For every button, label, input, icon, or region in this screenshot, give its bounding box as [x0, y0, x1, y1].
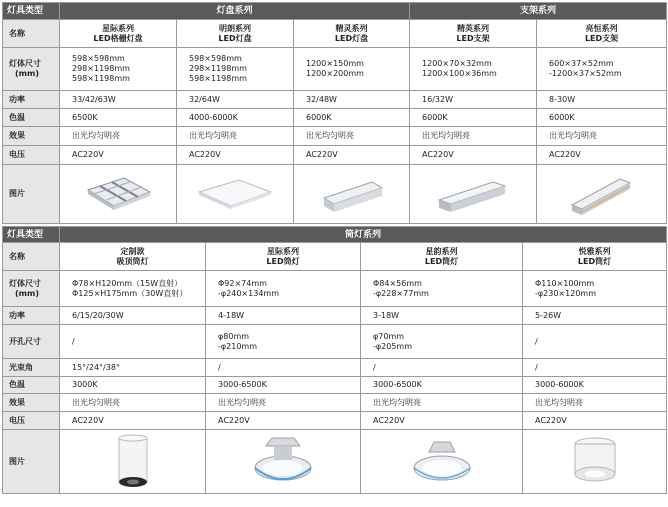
- downlight-spec-table: [2, 226, 667, 494]
- cutout-value: /: [60, 325, 206, 359]
- voltage-row: [3, 146, 667, 165]
- effect-value: 出光均匀明亮: [206, 394, 361, 412]
- beam-label: 光束角: [3, 359, 60, 377]
- product-name: 星韵系列 LED筒灯: [361, 243, 523, 271]
- voltage-value: AC220V: [294, 146, 410, 165]
- cct-label: 色温: [3, 109, 60, 127]
- ceiling-downlight-image: [523, 430, 667, 494]
- type-header: 灯具类型: [3, 3, 60, 20]
- voltage-value: AC220V: [361, 412, 523, 430]
- power-value: 6/15/20/30W: [60, 307, 206, 325]
- voltage-label: 电压: [3, 412, 60, 430]
- cct-value: 3000-6000K: [523, 377, 667, 394]
- effect-label: 效果: [3, 127, 60, 146]
- cct-value: 4000-6000K: [177, 109, 294, 127]
- cct-value: 6000K: [410, 109, 537, 127]
- name-label: 名称: [3, 243, 60, 271]
- size-value: Φ84×56mm -φ228×77mm: [361, 271, 523, 307]
- product-name: 精英系列 LED支架: [410, 20, 537, 48]
- effect-value: 出光均匀明亮: [410, 127, 537, 146]
- size-value: Φ110×100mm -φ230×120mm: [523, 271, 667, 307]
- bracket-light-image: [537, 165, 667, 224]
- voltage-value: AC220V: [60, 146, 177, 165]
- picture-row: [3, 430, 667, 494]
- cutout-row: [3, 325, 667, 359]
- batten-light-image: [410, 165, 537, 224]
- power-value: 32/64W: [177, 91, 294, 109]
- name-row: [3, 243, 667, 271]
- grille-panel-light-image: [60, 165, 177, 224]
- power-label: 功率: [3, 307, 60, 325]
- effect-value: 出光均匀明亮: [294, 127, 410, 146]
- effect-value: 出光均匀明亮: [523, 394, 667, 412]
- cutout-label: 开孔尺寸: [3, 325, 60, 359]
- product-name: 明朗系列 LED灯盘: [177, 20, 294, 48]
- beam-value: /: [361, 359, 523, 377]
- power-value: 4-18W: [206, 307, 361, 325]
- product-name: 星际系列 LED筒灯: [206, 243, 361, 271]
- effect-value: 出光均匀明亮: [537, 127, 667, 146]
- surface-downlight-image: [60, 430, 206, 494]
- product-name: 星际系列 LED格栅灯盘: [60, 20, 177, 48]
- product-name: 亮恒系列 LED支架: [537, 20, 667, 48]
- cct-row: [3, 377, 667, 394]
- name-row: [3, 20, 667, 48]
- beam-value: /: [206, 359, 361, 377]
- cct-value: 6000K: [294, 109, 410, 127]
- slim-downlight-image: [361, 430, 523, 494]
- power-value: 8-30W: [537, 91, 667, 109]
- power-value: 32/48W: [294, 91, 410, 109]
- voltage-row: [3, 412, 667, 430]
- panel-bracket-spec-table: [2, 2, 667, 224]
- downlight-series-header: 筒灯系列: [60, 227, 667, 243]
- effect-label: 效果: [3, 394, 60, 412]
- size-value: 600×37×52mm -1200×37×52mm: [537, 48, 667, 91]
- type-header: 灯具类型: [3, 227, 60, 243]
- recessed-downlight-image: [206, 430, 361, 494]
- size-value: 1200×70×32mm 1200×100×36mm: [410, 48, 537, 91]
- cutout-value: φ70mm -φ205mm: [361, 325, 523, 359]
- effect-row: [3, 394, 667, 412]
- size-row: [3, 48, 667, 91]
- size-value: Φ78×H120mm（15W直射） Φ125×H175mm（30W直射）: [60, 271, 206, 307]
- bottom-header-row: [3, 227, 667, 243]
- name-label: 名称: [3, 20, 60, 48]
- beam-row: [3, 359, 667, 377]
- effect-row: [3, 127, 667, 146]
- size-label: 灯体尺寸 (mm): [3, 48, 60, 91]
- size-row: [3, 271, 667, 307]
- product-name: 精灵系列 LED灯盘: [294, 20, 410, 48]
- cct-value: 6500K: [60, 109, 177, 127]
- strip-panel-light-image: [294, 165, 410, 224]
- voltage-value: AC220V: [60, 412, 206, 430]
- flat-panel-light-image: [177, 165, 294, 224]
- power-value: 33/42/63W: [60, 91, 177, 109]
- cutout-value: φ80mm -φ210mm: [206, 325, 361, 359]
- cct-label: 色温: [3, 377, 60, 394]
- effect-value: 出光均匀明亮: [60, 394, 206, 412]
- power-row: [3, 307, 667, 325]
- top-header-row: [3, 3, 667, 20]
- picture-row: [3, 165, 667, 224]
- voltage-value: AC220V: [410, 146, 537, 165]
- power-row: [3, 91, 667, 109]
- voltage-value: AC220V: [523, 412, 667, 430]
- power-value: 3-18W: [361, 307, 523, 325]
- cct-value: 3000K: [60, 377, 206, 394]
- effect-value: 出光均匀明亮: [361, 394, 523, 412]
- size-value: 598×598mm 298×1198mm 598×1198mm: [60, 48, 177, 91]
- cct-value: 6000K: [537, 109, 667, 127]
- bracket-series-header: 支架系列: [410, 3, 667, 20]
- cct-value: 3000-6500K: [361, 377, 523, 394]
- size-value: 598×598mm 298×1198mm 598×1198mm: [177, 48, 294, 91]
- voltage-value: AC220V: [177, 146, 294, 165]
- product-name: 定制款 吸顶筒灯: [60, 243, 206, 271]
- power-label: 功率: [3, 91, 60, 109]
- beam-value: /: [523, 359, 667, 377]
- voltage-label: 电压: [3, 146, 60, 165]
- voltage-value: AC220V: [206, 412, 361, 430]
- effect-value: 出光均匀明亮: [177, 127, 294, 146]
- picture-label: 图片: [3, 165, 60, 224]
- cct-row: [3, 109, 667, 127]
- picture-label: 图片: [3, 430, 60, 494]
- size-label: 灯体尺寸 (mm): [3, 271, 60, 307]
- power-value: 5-26W: [523, 307, 667, 325]
- size-value: 1200×150mm 1200×200mm: [294, 48, 410, 91]
- beam-value: 15°/24°/38°: [60, 359, 206, 377]
- voltage-value: AC220V: [537, 146, 667, 165]
- effect-value: 出光均匀明亮: [60, 127, 177, 146]
- panel-series-header: 灯盘系列: [60, 3, 410, 20]
- size-value: Φ92×74mm -φ240×134mm: [206, 271, 361, 307]
- cct-value: 3000-6500K: [206, 377, 361, 394]
- power-value: 16/32W: [410, 91, 537, 109]
- cutout-value: /: [523, 325, 667, 359]
- product-name: 悦雅系列 LED筒灯: [523, 243, 667, 271]
